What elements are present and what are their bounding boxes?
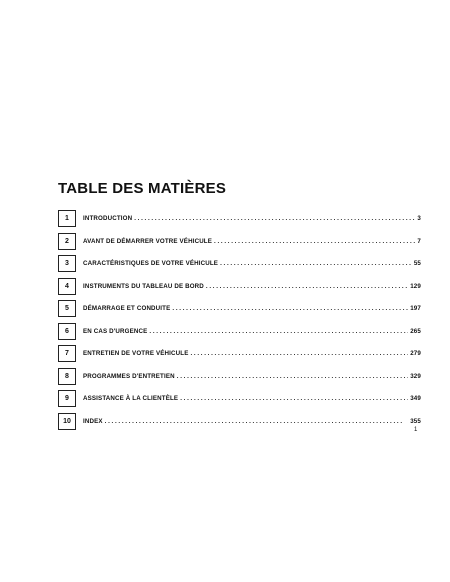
chapter-title: DÉMARRAGE ET CONDUITE — [83, 305, 171, 312]
chapter-title: PROGRAMMES D'ENTRETIEN — [83, 372, 175, 380]
dot-leader — [206, 283, 408, 290]
page-title: TABLE DES MATIÈRES — [58, 180, 227, 197]
dot-leader — [180, 395, 408, 402]
dot-leader — [177, 373, 408, 380]
chapter-title: INSTRUMENTS DU TABLEAU DE BORD — [83, 282, 204, 290]
toc-entry[interactable] — [83, 395, 421, 402]
toc-entry[interactable] — [83, 238, 421, 245]
chapter-number: 6 — [58, 323, 76, 340]
toc-row[interactable] — [58, 299, 421, 318]
toc-entry[interactable] — [83, 305, 421, 312]
chapter-number: 10 — [58, 413, 76, 430]
toc-entry[interactable] — [83, 350, 421, 357]
toc-row[interactable] — [58, 344, 421, 363]
toc-row[interactable] — [58, 389, 421, 408]
chapter-title: AVANT DE DÉMARRER VOTRE VÉHICULE — [83, 237, 213, 245]
toc-row[interactable] — [58, 254, 421, 273]
chapter-number: 1 — [58, 210, 76, 227]
chapter-title: EN CAS D'URGENCE — [83, 327, 148, 335]
dot-leader — [190, 350, 408, 357]
chapter-page: 265 — [410, 327, 421, 335]
page-number: 1 — [414, 427, 418, 433]
table-of-contents — [58, 209, 421, 434]
chapter-number: 7 — [58, 345, 76, 362]
chapter-page: 329 — [410, 372, 421, 380]
toc-entry[interactable] — [83, 215, 421, 222]
dot-leader — [105, 418, 409, 425]
chapter-page: 55 — [413, 260, 421, 267]
toc-row[interactable] — [58, 277, 421, 296]
toc-entry[interactable] — [83, 283, 421, 290]
dot-leader — [134, 215, 415, 222]
chapter-number: 8 — [58, 368, 76, 385]
chapter-page: 349 — [410, 395, 421, 402]
chapter-page: 129 — [410, 282, 421, 290]
toc-entry[interactable] — [83, 328, 421, 335]
toc-row[interactable] — [58, 412, 421, 431]
chapter-title: INTRODUCTION — [83, 215, 133, 222]
dot-leader — [149, 328, 408, 335]
chapter-page: 3 — [417, 215, 421, 222]
toc-entry[interactable] — [83, 373, 421, 380]
chapter-number: 3 — [58, 255, 76, 272]
chapter-page: 7 — [417, 237, 421, 245]
chapter-page: 197 — [410, 305, 421, 312]
chapter-number: 9 — [58, 390, 76, 407]
toc-entry[interactable] — [83, 260, 421, 267]
chapter-number: 2 — [58, 233, 76, 250]
toc-row[interactable] — [58, 322, 421, 341]
dot-leader — [172, 305, 408, 312]
chapter-page: 279 — [410, 350, 421, 357]
toc-entry[interactable] — [83, 418, 421, 425]
toc-row[interactable] — [58, 232, 421, 251]
chapter-title: INDEX — [83, 417, 103, 425]
chapter-title: ASSISTANCE À LA CLIENTÈLE — [83, 395, 179, 402]
dot-leader — [214, 238, 415, 245]
dot-leader — [220, 260, 412, 267]
toc-row[interactable] — [58, 367, 421, 386]
chapter-title: ENTRETIEN DE VOTRE VÉHICULE — [83, 350, 189, 357]
toc-row[interactable] — [58, 209, 421, 228]
chapter-page: 355 — [410, 417, 421, 425]
chapter-number: 5 — [58, 300, 76, 317]
chapter-title: CARACTÉRISTIQUES DE VOTRE VÉHICULE — [83, 260, 219, 267]
chapter-number: 4 — [58, 278, 76, 295]
